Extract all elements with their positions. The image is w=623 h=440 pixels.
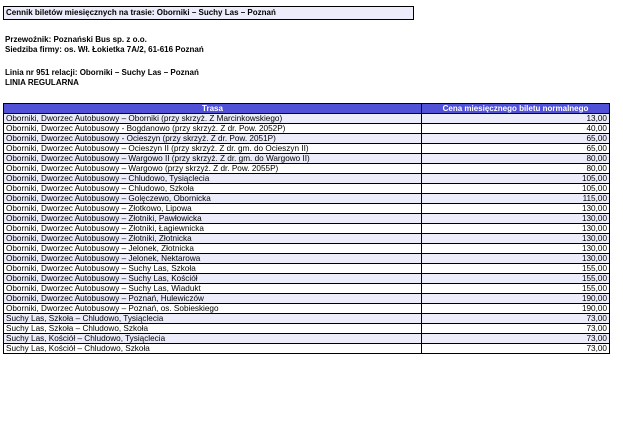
price-cell: 13,00	[422, 114, 610, 124]
table-row	[4, 314, 610, 324]
table-row	[4, 344, 610, 354]
price-cell: 105,00	[422, 174, 610, 184]
price-cell: 190,00	[422, 304, 610, 314]
table-row	[4, 244, 610, 254]
table-row	[4, 264, 610, 274]
price-cell: 155,00	[422, 284, 610, 294]
table-header-row	[4, 104, 610, 114]
header-route: Trasa	[4, 104, 422, 114]
table-row	[4, 184, 610, 194]
line-type: LINIA REGULARNA	[5, 77, 79, 87]
route-cell: Oborniki, Dworzec Autobusowy – Złotniki, Łagiewnicka	[4, 224, 422, 234]
route-cell: Suchy Las, Kościół – Chludowo, Szkoła	[4, 344, 422, 354]
route-cell: Oborniki, Dworzec Autobusowy – Oborniki (przy skrzyż. Z Marcinkowskiego)	[4, 114, 422, 124]
route-cell: Suchy Las, Szkoła – Chludowo, Szkoła	[4, 324, 422, 334]
route-cell: Suchy Las, Szkoła – Chludowo, Tysiąclecia	[4, 314, 422, 324]
price-cell: 130,00	[422, 214, 610, 224]
line-info	[5, 68, 199, 87]
route-cell: Oborniki, Dworzec Autobusowy - Ocieszyn (przy skrzyż. Z dr. Pow. 2051P)	[4, 134, 422, 144]
route-cell: Oborniki, Dworzec Autobusowy – Wargowo (przy skrzyż. Z dr. Pow. 2055P)	[4, 164, 422, 174]
carrier-line: Przewoźnik: Poznański Bus sp. z o.o.	[5, 35, 147, 44]
table-row	[4, 164, 610, 174]
route-cell: Oborniki, Dworzec Autobusowy – Poznań, Hulewiczów	[4, 294, 422, 304]
price-cell: 80,00	[422, 154, 610, 164]
price-cell: 73,00	[422, 344, 610, 354]
carrier-info	[5, 35, 204, 54]
price-cell: 40,00	[422, 124, 610, 134]
table-row	[4, 214, 610, 224]
document-title: Cennik biletów miesięcznych na trasie: Oborniki – Suchy Las – Poznań	[3, 6, 414, 20]
table-row	[4, 134, 610, 144]
table-row	[4, 114, 610, 124]
route-cell: Oborniki, Dworzec Autobusowy – Golęczewo, Obornicka	[4, 194, 422, 204]
price-cell: 130,00	[422, 204, 610, 214]
price-cell: 130,00	[422, 244, 610, 254]
table-row	[4, 234, 610, 244]
route-cell: Oborniki, Dworzec Autobusowy – Chludowo, Szkoła	[4, 184, 422, 194]
table-row	[4, 194, 610, 204]
route-cell: Oborniki, Dworzec Autobusowy – Złotniki, Złotnicka	[4, 234, 422, 244]
route-cell: Oborniki, Dworzec Autobusowy – Poznań, os. Sobieskiego	[4, 304, 422, 314]
price-cell: 80,00	[422, 164, 610, 174]
table-row	[4, 154, 610, 164]
table-row	[4, 204, 610, 214]
price-table-container	[3, 103, 609, 354]
route-cell: Oborniki, Dworzec Autobusowy – Suchy Las, Wiadukt	[4, 284, 422, 294]
price-cell: 130,00	[422, 234, 610, 244]
route-cell: Oborniki, Dworzec Autobusowy - Bogdanowo (przy skrzyż. Z dr. Pow. 2052P)	[4, 124, 422, 134]
table-row	[4, 254, 610, 264]
price-cell: 190,00	[422, 294, 610, 304]
route-cell: Oborniki, Dworzec Autobusowy – Suchy Las, Kościół	[4, 274, 422, 284]
price-cell: 115,00	[422, 194, 610, 204]
table-row	[4, 334, 610, 344]
route-cell: Oborniki, Dworzec Autobusowy – Jelonek, Złotnicka	[4, 244, 422, 254]
price-cell: 155,00	[422, 264, 610, 274]
table-row	[4, 294, 610, 304]
price-cell: 155,00	[422, 274, 610, 284]
price-cell: 73,00	[422, 314, 610, 324]
table-row	[4, 284, 610, 294]
address-line: Siedziba firmy: os. Wł. Łokietka 7A/2, 61-616 Poznań	[5, 44, 204, 54]
line-route: Linia nr 951 relacji: Oborniki – Suchy Las – Poznań	[5, 68, 199, 77]
price-cell: 73,00	[422, 334, 610, 344]
table-row	[4, 304, 610, 314]
table-row	[4, 174, 610, 184]
route-cell: Suchy Las, Kościół – Chludowo, Tysiąclecia	[4, 334, 422, 344]
route-cell: Oborniki, Dworzec Autobusowy – Chludowo, Tysiąclecia	[4, 174, 422, 184]
header-price: Cena miesięcznego biletu normalnego	[422, 104, 610, 114]
route-cell: Oborniki, Dworzec Autobusowy – Złotkowo, Lipowa	[4, 204, 422, 214]
table-row	[4, 144, 610, 154]
table-row	[4, 224, 610, 234]
route-cell: Oborniki, Dworzec Autobusowy – Jelonek, Nektarowa	[4, 254, 422, 264]
route-cell: Oborniki, Dworzec Autobusowy – Suchy Las, Szkoła	[4, 264, 422, 274]
route-cell: Oborniki, Dworzec Autobusowy – Ocieszyn II (przy skrzyż. Z dr. gm. do Ocieszyn II)	[4, 144, 422, 154]
table-row	[4, 324, 610, 334]
price-cell: 73,00	[422, 324, 610, 334]
price-cell: 130,00	[422, 224, 610, 234]
price-cell: 105,00	[422, 184, 610, 194]
table-row	[4, 274, 610, 284]
route-cell: Oborniki, Dworzec Autobusowy – Wargowo II (przy skrzyż. Z dr. gm. do Wargowo II)	[4, 154, 422, 164]
table-body	[4, 114, 610, 354]
route-cell: Oborniki, Dworzec Autobusowy – Złotniki, Pawłowicka	[4, 214, 422, 224]
table-row	[4, 124, 610, 134]
price-cell: 65,00	[422, 134, 610, 144]
price-cell: 65,00	[422, 144, 610, 154]
price-table	[3, 103, 610, 354]
price-cell: 130,00	[422, 254, 610, 264]
